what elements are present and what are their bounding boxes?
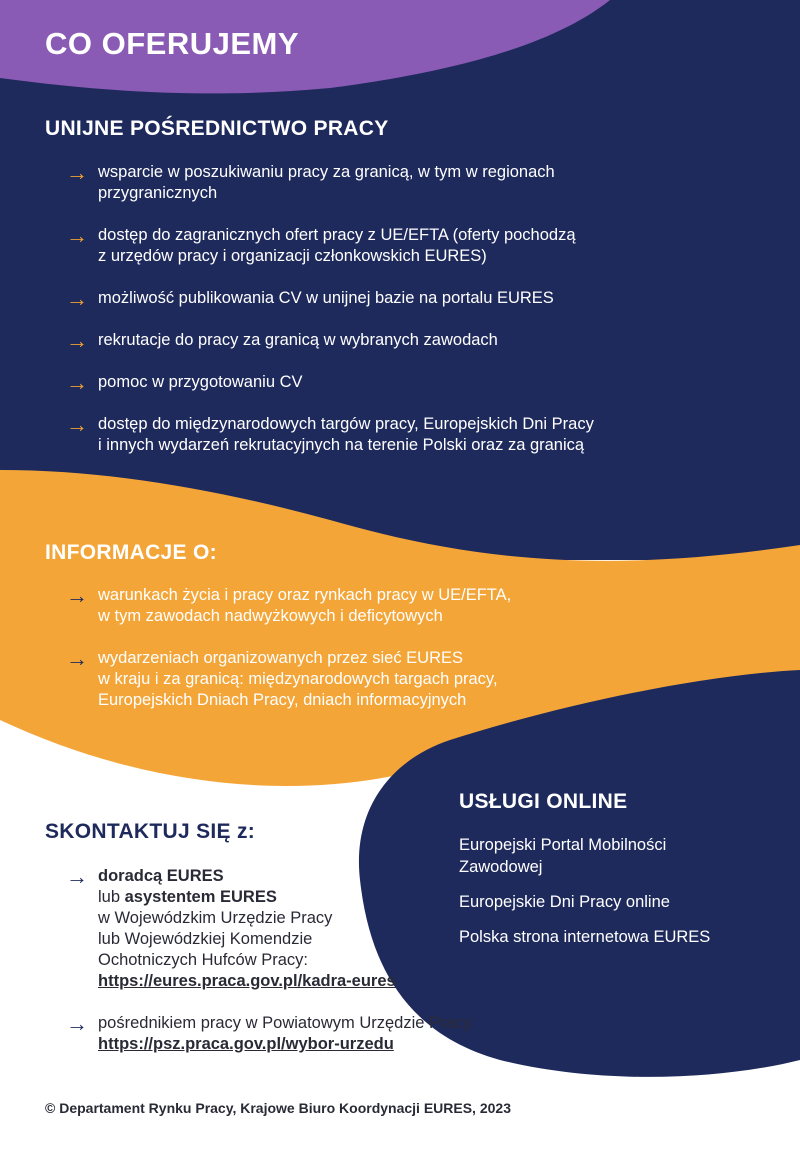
arrow-right-icon: → [66,412,88,437]
list-item: → możliwość publikowania CV w unijnej bazie na portalu EURES [66,286,554,311]
list-item: → pomoc w przygotowaniu CV [66,370,303,395]
contact-or-text: lub [98,888,125,906]
arrow-right-icon: → [66,1011,88,1036]
arrow-right-icon: → [66,370,88,395]
contact-role-adviser: doradcą EURES [98,867,224,885]
arrow-right-icon: → [66,223,88,248]
arrow-right-icon: → [66,286,88,311]
arrow-right-icon: → [66,583,88,608]
footer-copyright: © Departament Rynku Pracy, Krajowe Biuro Koordynacji EURES, 2023 [45,1100,511,1116]
arrow-right-icon: → [66,646,88,671]
section-title-info: INFORMACJE O: [45,541,217,564]
online-service-item: Europejski Portal Mobilności Zawodowej [459,836,667,876]
online-services [459,834,759,961]
list-item: → wydarzeniach organizowanych przez sieć EURES w kraju i za granicą: międzynarodowych targach pracy, Europejskich Dniach Pracy, dniach informacyjnych [66,646,498,709]
mediation-list [66,162,686,456]
contact-item-eures [66,866,526,992]
list-item: → wsparcie w poszukiwaniu pracy za granicą, w tym w regionach przygranicznych [66,160,555,202]
info-list [66,585,626,711]
section-title-contact: SKONTAKTUJ SIĘ z: [45,820,256,843]
contact-list [66,866,526,1055]
section-title-online: USŁUGI ONLINE [459,790,628,813]
online-service-item: Europejskie Dni Pracy online [459,893,670,911]
contact-item-pup [66,1013,526,1055]
contact-list-wrapper [66,866,526,1076]
mediation-list-wrapper [66,162,686,477]
list-item: → rekrutacje do pracy za granicą w wybranych zawodach [66,328,498,353]
section-title-mediation: UNIJNE POŚREDNICTWO PRACY [45,117,389,140]
page-title: CO OFERUJEMY [45,26,300,61]
info-list-wrapper [66,585,626,732]
contact-role-assistant: asystentem EURES [124,888,277,906]
wybor-urzedu-link[interactable]: https://psz.praca.gov.pl/wybor-urzedu [98,1035,394,1053]
list-item: → dostęp do międzynarodowych targów pracy, Europejskich Dni Pracy i innych wydarzeń rekrutacyjnych na terenie Polski oraz za granicą [66,412,594,454]
online-service-item: Polska strona internetowa EURES [459,928,711,946]
list-item: → warunkach życia i pracy oraz rynkach pracy w UE/EFTA, w tym zawodach nadwyżkowych i deficytowych [66,583,512,625]
arrow-right-icon: → [66,160,88,185]
contact-office-text: w Wojewódzkim Urzędzie Pracy lub Wojewódzkiej Komendzie Ochotniczych Hufców Pracy: [98,909,333,969]
arrow-right-icon: → [66,328,88,353]
kadra-eures-link[interactable]: https://eures.praca.gov.pl/kadra-eures [98,972,396,990]
arrow-right-icon: → [66,864,88,889]
contact-pup-text: pośrednikiem pracy w Powiatowym Urzędzie Pracy: [98,1014,476,1032]
list-item: → dostęp do zagranicznych ofert pracy z UE/EFTA (oferty pochodzą z urzędów pracy i organizacji członkowskich EURES) [66,223,576,265]
